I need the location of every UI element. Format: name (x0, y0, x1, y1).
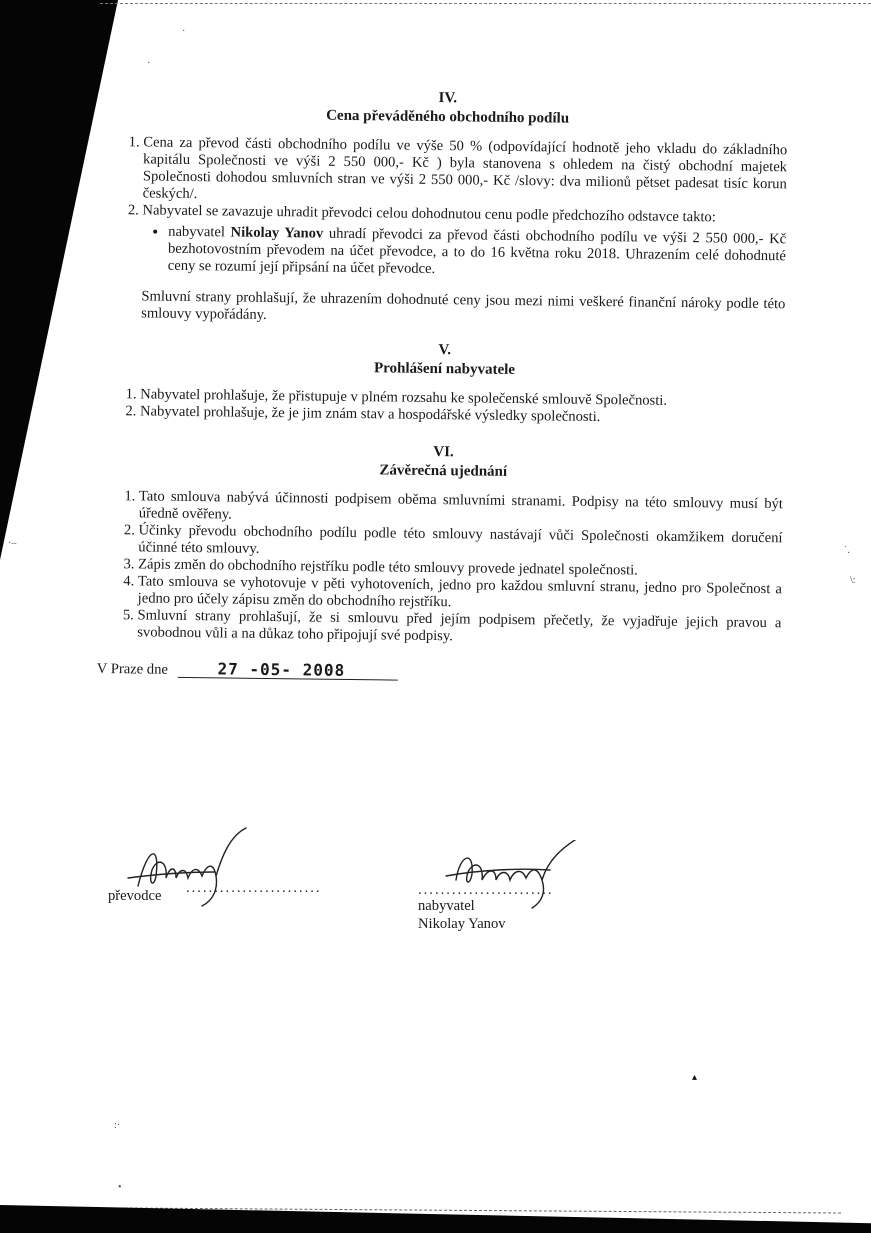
list-item: 1. Tato smlouva nabývá účinnosti podpisem oběma smluvními stranami. Podpisy na této smlouvy musí být úředně ověřeny. (139, 488, 783, 530)
section-title: Závěrečná ujednání (379, 462, 508, 480)
scan-shadow-top-left (0, 0, 118, 560)
contract-body (96, 84, 788, 686)
scan-speck: ▴ (692, 1072, 698, 1083)
section-iv (105, 86, 788, 330)
list-item: 3. Zápis změn do obchodního rejstříku podle této smlouvy provede jednatel společnosti. (138, 556, 782, 581)
bullet-text-post: uhradí převodci za převod části obchodního podílu ve výši 2 550 000,- Kč bezhotovostním převodem na účet převodce, a to do 16 května roku 2018. Uhrazením celé dohodnuté ceny se rozumí její připsání na účet převodce. (167, 225, 787, 278)
section-vi (101, 440, 783, 649)
list-item: 5. Smluvní strany prohlašují, že si smlouvu před jejím podpisem přečetly, že vyjadřuje jejich pravou a svobodnou vůli a na důkaz toho připojují své podpisy. (137, 607, 781, 649)
list-item-text: Nabyvatel se zavazuje uhradit převodci celou dohodnutou cenu podle předchozího odstavce takto: (142, 202, 716, 226)
scan-speck: ·– (8, 538, 17, 549)
scan-speck: :· (114, 1120, 121, 1131)
signature-dotted-line: ........................ (186, 880, 322, 896)
section-iv-list (106, 134, 788, 282)
list-item: 1. Cena za převod části obchodního podílu ve výše 50 % (odpovídající hodnotě jeho vkladu do základního kapitálu Společnosti ve výši 2 550 000,- Kč ) byla stanovena s ohledem na čistý obchodní majetek Společnosti dohodou smluvních stran ve výši 2 550 000,- Kč /slovy: dva milionů pětset padesat tisíc korun českých/. (143, 134, 788, 210)
section-v-list (104, 386, 784, 428)
settlement-paragraph: Smluvní strany prohlašují, že uhrazením dohodnuté ceny jsou mezi nimi veškeré finanční nároky podle této smlouvy vypořádány. (141, 288, 786, 323)
acquirer-name: Nikolay Yanov (418, 916, 506, 932)
section-vi-list (101, 488, 783, 649)
date-stamp: 27 -05- 2008 (177, 660, 397, 681)
payment-bullets (142, 223, 787, 282)
list-item: 4. Tato smlouva se vyhotovuje v pěti vyhotoveních, jedno pro každou smluvní stranu, jedno pro Společnost a jedno pro účely zápisu změn do obchodního rejstříku. (138, 573, 782, 615)
scan-speck: · (182, 26, 186, 37)
section-v (104, 338, 785, 428)
place-label: V Praze dne (96, 660, 169, 678)
section-number: VI. (433, 444, 454, 461)
section-number: V. (438, 342, 452, 359)
bullet-item (168, 224, 787, 283)
scan-speck: • (118, 1182, 122, 1193)
list-item: 2. Nabyvatel prohlašuje, že je jim znám stav a hospodářské výsledky společnosti. (140, 403, 784, 428)
acquirer-label: nabyvatel (418, 898, 475, 914)
signature-dotted-line: ........................ (418, 882, 554, 898)
list-item: 1. Nabyvatel prohlašuje, že přistupuje v plném rozsahu ke společenské smlouvě Společnosti. (140, 386, 784, 411)
scan-speck: · (147, 58, 151, 69)
section-title: Cena převáděného obchodního podílu (326, 107, 570, 127)
transferor-label: převodce (108, 888, 162, 904)
place-date-line (97, 659, 781, 686)
scan-speck: \: (850, 575, 856, 586)
section-title: Prohlášení nabyvatele (373, 360, 516, 378)
section-number: IV. (438, 90, 458, 107)
list-item: 2. Účinky převodu obchodního podílu podle této smlouvy nastávají vůči Společnosti okamžikem doručení účinné této smlouvy. (138, 522, 782, 564)
bullet-text-pre: nabyvatel (168, 223, 226, 241)
buyer-name: Nikolay Yanov (230, 224, 324, 242)
scan-speck: ˙. (844, 545, 850, 556)
scan-edge-line (100, 3, 871, 4)
list-item (142, 202, 787, 282)
